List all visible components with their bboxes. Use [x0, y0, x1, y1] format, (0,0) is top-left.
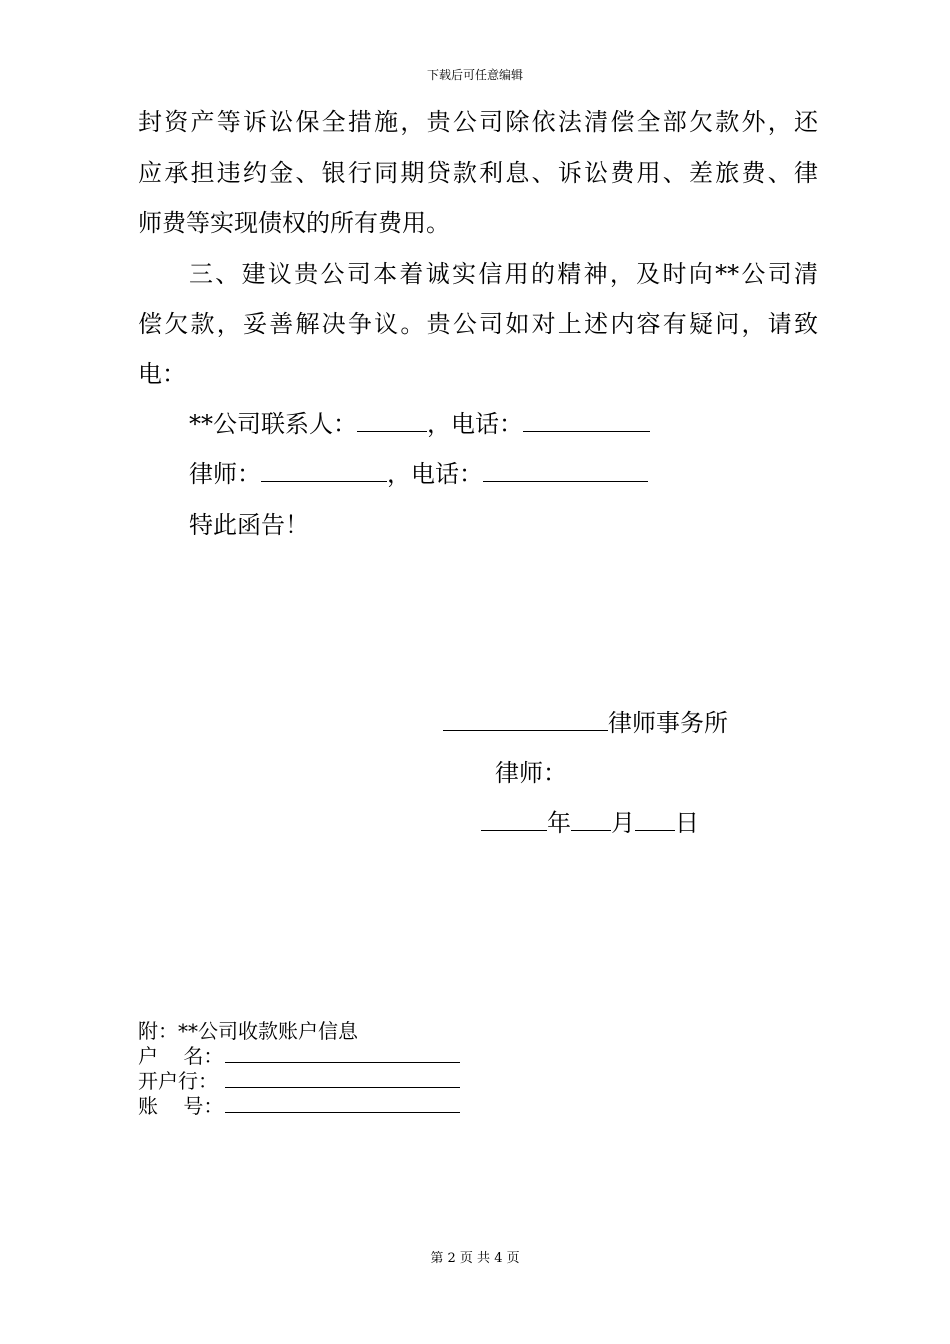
- page-header-note: 下载后可任意编辑: [426, 68, 523, 82]
- paragraph-1-line-3: 师费等实现债权的所有费用。: [138, 209, 450, 237]
- company-contact-row: [189, 404, 650, 439]
- lawyer-label: 律师：: [189, 460, 261, 488]
- account-number-row: [138, 1090, 460, 1119]
- lawyer-name-blank[interactable]: [261, 459, 387, 482]
- law-firm-name-blank[interactable]: [443, 708, 608, 731]
- signing-lawyer-label: 律师：: [495, 759, 567, 787]
- month-blank[interactable]: [571, 808, 611, 831]
- attachment-title: 附：**公司收款账户信息: [138, 1019, 358, 1043]
- law-firm-signature: [443, 703, 728, 738]
- page-footer: 第 2 页 共 4 页: [430, 1251, 520, 1266]
- law-firm-suffix: 律师事务所: [608, 709, 728, 737]
- company-phone-label: ，电话：: [427, 410, 523, 438]
- day-label: 日: [675, 809, 699, 837]
- paragraph-1-line-1: 封资产等诉讼保全措施，贵公司除依法清偿全部欠款外，还: [138, 108, 818, 136]
- lawyer-contact-row: [189, 454, 648, 489]
- signature-date: [481, 803, 699, 838]
- paragraph-2-line-3: 电：: [138, 360, 186, 388]
- account-name-label: 户 名：: [138, 1044, 224, 1068]
- paragraph-2-line-1: 三、建议贵公司本着诚实信用的精神，及时向**公司清: [189, 260, 818, 288]
- closing-remark: 特此函告！: [189, 511, 309, 539]
- lawyer-phone-blank[interactable]: [483, 459, 648, 482]
- company-contact-label: **公司联系人：: [189, 410, 357, 438]
- bank-blank[interactable]: [225, 1069, 460, 1088]
- year-blank[interactable]: [481, 808, 547, 831]
- bank-label: 开户行：: [138, 1069, 218, 1093]
- paragraph-1-line-2: 应承担违约金、银行同期贷款利息、诉讼费用、差旅费、律: [138, 159, 818, 187]
- day-blank[interactable]: [635, 808, 675, 831]
- month-label: 月: [611, 809, 635, 837]
- company-phone-blank[interactable]: [523, 409, 650, 432]
- account-number-blank[interactable]: [225, 1094, 460, 1113]
- account-number-label: 账 号：: [138, 1094, 224, 1118]
- account-name-blank[interactable]: [225, 1044, 460, 1063]
- year-label: 年: [547, 809, 571, 837]
- paragraph-2-line-2: 偿欠款，妥善解决争议。贵公司如对上述内容有疑问，请致: [138, 310, 818, 338]
- company-contact-blank[interactable]: [357, 409, 427, 432]
- lawyer-phone-label: ，电话：: [387, 460, 483, 488]
